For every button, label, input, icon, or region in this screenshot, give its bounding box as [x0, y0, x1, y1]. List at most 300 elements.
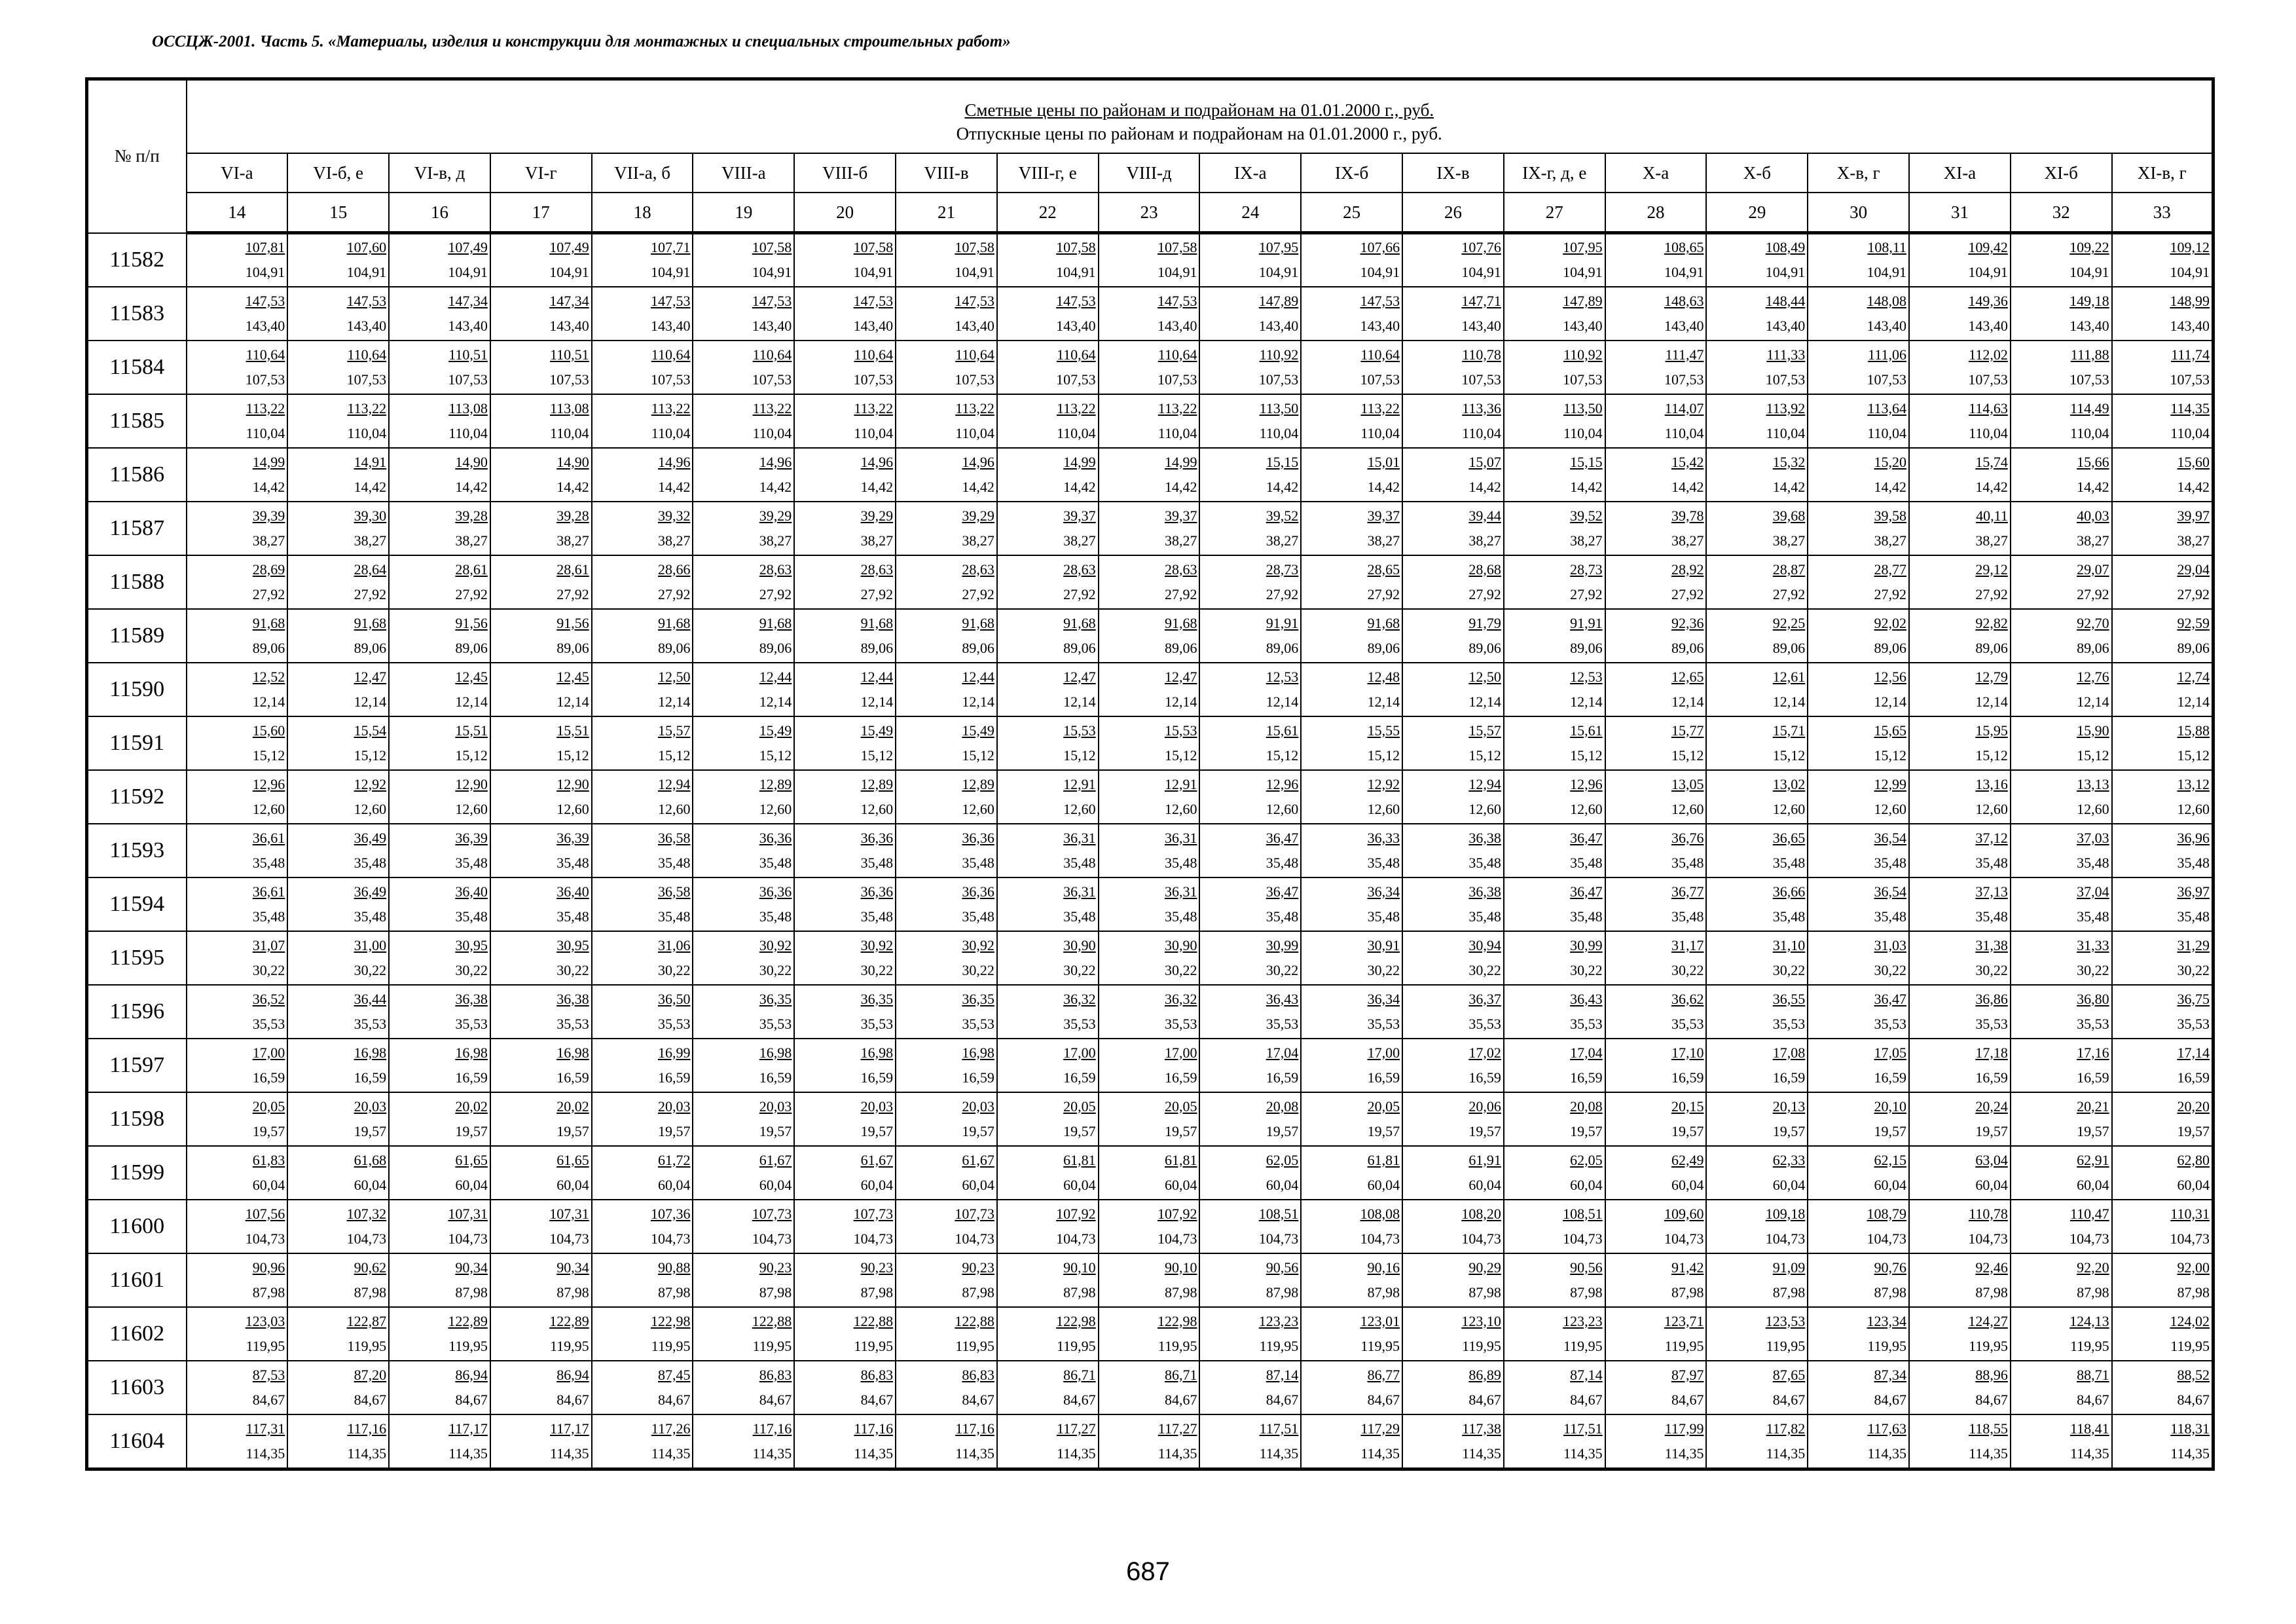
price-cell — [592, 341, 693, 394]
price-cell — [1301, 931, 1402, 985]
estimate-price: 111,33 — [1766, 346, 1806, 363]
price-cell — [1199, 1361, 1301, 1414]
price-cell — [389, 394, 490, 448]
price-cell — [490, 770, 592, 824]
column-number: 18 — [592, 193, 693, 233]
estimate-price: 17,08 — [1772, 1044, 1806, 1061]
release-price: 89,06 — [657, 639, 691, 656]
estimate-price: 91,68 — [657, 614, 691, 631]
release-price: 89,06 — [962, 639, 994, 656]
price-cell — [2112, 555, 2214, 609]
release-price: 84,67 — [1772, 1391, 1806, 1408]
estimate-price: 37,12 — [1975, 829, 2008, 846]
price-cell — [1199, 1039, 1301, 1092]
estimate-price: 107,56 — [245, 1205, 285, 1222]
estimate-price: 15,55 — [1367, 722, 1400, 739]
estimate-price: 147,53 — [1157, 292, 1197, 309]
release-price: 16,59 — [1266, 1069, 1299, 1086]
price-cell — [187, 609, 288, 663]
price-cell — [1504, 1253, 1605, 1307]
price-cell — [1301, 1039, 1402, 1092]
release-price: 19,57 — [860, 1122, 894, 1139]
price-cell — [1301, 448, 1402, 502]
release-price: 119,95 — [1056, 1337, 1096, 1354]
estimate-price: 114,49 — [2069, 399, 2109, 416]
release-price: 104,73 — [1056, 1230, 1096, 1247]
release-price: 107,53 — [245, 371, 285, 388]
price-cell — [592, 448, 693, 502]
price-cell — [1402, 824, 1504, 877]
price-cell — [1605, 1039, 1707, 1092]
estimate-price: 91,68 — [759, 614, 792, 631]
release-price: 38,27 — [1468, 532, 1501, 549]
price-cell — [794, 1200, 896, 1253]
price-cell — [389, 1146, 490, 1200]
estimate-price: 36,40 — [455, 883, 488, 900]
estimate-price: 12,45 — [455, 668, 488, 685]
price-cell — [287, 287, 389, 341]
release-price: 12,60 — [962, 800, 994, 817]
release-price: 30,22 — [556, 961, 589, 978]
estimate-price: 122,89 — [549, 1312, 589, 1329]
estimate-price: 36,58 — [657, 883, 691, 900]
price-cell — [693, 716, 794, 770]
release-price: 19,57 — [657, 1122, 691, 1139]
release-price: 15,12 — [455, 747, 488, 764]
release-price: 104,91 — [346, 264, 387, 281]
price-cell — [2112, 233, 2214, 287]
row-number: 11594 — [87, 877, 187, 931]
price-cell — [1808, 1200, 1909, 1253]
price-cell — [187, 1092, 288, 1146]
release-price: 60,04 — [1164, 1176, 1197, 1193]
release-price: 12,14 — [1874, 693, 1907, 710]
estimate-price: 87,97 — [1671, 1366, 1704, 1383]
estimate-price: 14,90 — [455, 453, 488, 470]
release-price: 89,06 — [1266, 639, 1299, 656]
estimate-price: 117,31 — [246, 1420, 285, 1437]
release-price: 87,98 — [2177, 1283, 2210, 1301]
price-cell — [1605, 287, 1707, 341]
release-price: 19,57 — [1874, 1122, 1907, 1139]
release-price: 38,27 — [455, 532, 488, 549]
estimate-price: 36,36 — [962, 829, 994, 846]
release-price: 60,04 — [1570, 1176, 1603, 1193]
price-cell — [287, 663, 389, 716]
release-price: 35,53 — [455, 1015, 488, 1032]
price-cell — [794, 341, 896, 394]
price-cell — [794, 287, 896, 341]
estimate-price: 15,88 — [2177, 722, 2210, 739]
price-cell — [1706, 1092, 1808, 1146]
estimate-price: 110,64 — [854, 346, 894, 363]
estimate-price: 87,45 — [657, 1366, 691, 1383]
price-cell — [187, 716, 288, 770]
estimate-price: 20,03 — [860, 1098, 894, 1115]
estimate-price: 110,51 — [448, 346, 488, 363]
release-price: 14,42 — [1874, 478, 1907, 495]
price-cell — [693, 341, 794, 394]
estimate-price: 147,53 — [1360, 292, 1400, 309]
release-price: 38,27 — [1772, 532, 1806, 549]
estimate-price: 117,51 — [1259, 1420, 1299, 1437]
release-price: 35,53 — [2177, 1015, 2210, 1032]
estimate-price: 86,71 — [1063, 1366, 1096, 1383]
release-price: 87,98 — [1468, 1283, 1501, 1301]
release-price: 110,04 — [955, 424, 994, 441]
release-price: 104,91 — [245, 264, 285, 281]
release-price: 12,14 — [2077, 693, 2109, 710]
column-number: 27 — [1504, 193, 1605, 233]
price-cell — [1605, 394, 1707, 448]
release-price: 84,67 — [1367, 1391, 1400, 1408]
estimate-price: 30,92 — [860, 936, 894, 953]
estimate-price: 12,99 — [1874, 775, 1907, 792]
price-table-body — [87, 79, 2214, 1469]
release-price: 30,22 — [1164, 961, 1197, 978]
release-price: 114,35 — [1563, 1445, 1603, 1462]
price-cell — [693, 1361, 794, 1414]
release-price: 30,22 — [252, 961, 285, 978]
estimate-price: 86,83 — [962, 1366, 994, 1383]
price-cell — [1301, 287, 1402, 341]
estimate-price: 36,55 — [1772, 990, 1806, 1007]
estimate-price: 110,64 — [752, 346, 792, 363]
price-cell — [490, 931, 592, 985]
estimate-price: 20,02 — [556, 1098, 589, 1115]
release-price: 87,98 — [1063, 1283, 1096, 1301]
price-cell — [1199, 770, 1301, 824]
estimate-price: 113,22 — [752, 399, 792, 416]
release-price: 35,48 — [455, 908, 488, 925]
row-number: 11598 — [87, 1092, 187, 1146]
estimate-price: 36,54 — [1874, 883, 1907, 900]
price-cell — [287, 609, 389, 663]
district-header: IX-б — [1301, 153, 1402, 193]
release-price: 14,42 — [1468, 478, 1501, 495]
estimate-price: 39,29 — [962, 507, 994, 524]
release-price: 19,57 — [1772, 1122, 1806, 1139]
price-cell — [1504, 985, 1605, 1039]
estimate-price: 29,04 — [2177, 561, 2210, 578]
release-price: 12,14 — [860, 693, 894, 710]
release-price: 110,04 — [1157, 424, 1197, 441]
estimate-price: 117,27 — [1157, 1420, 1197, 1437]
release-price: 60,04 — [1772, 1176, 1806, 1193]
estimate-price: 36,36 — [860, 829, 894, 846]
estimate-price: 31,33 — [2077, 936, 2109, 953]
release-price: 87,98 — [657, 1283, 691, 1301]
table-row — [87, 1253, 2214, 1307]
release-price: 15,12 — [860, 747, 894, 764]
estimate-price: 15,61 — [1266, 722, 1299, 739]
release-price: 84,67 — [1570, 1391, 1603, 1408]
district-header: VIII-а — [693, 153, 794, 193]
release-price: 14,42 — [455, 478, 488, 495]
estimate-price: 28,73 — [1266, 561, 1299, 578]
estimate-price: 30,94 — [1468, 936, 1501, 953]
estimate-price: 108,51 — [1563, 1205, 1603, 1222]
release-price: 12,14 — [759, 693, 792, 710]
estimate-price: 91,56 — [556, 614, 589, 631]
estimate-price: 91,91 — [1266, 614, 1299, 631]
price-cell — [997, 663, 1099, 716]
estimate-price: 16,98 — [354, 1044, 387, 1061]
price-cell — [896, 609, 997, 663]
district-header: VI-а — [187, 153, 288, 193]
release-price: 107,53 — [1461, 371, 1501, 388]
release-price: 104,91 — [853, 264, 894, 281]
estimate-price: 29,12 — [1975, 561, 2008, 578]
price-cell — [287, 931, 389, 985]
table-row — [87, 287, 2214, 341]
release-price: 119,95 — [246, 1337, 285, 1354]
price-cell — [1706, 341, 1808, 394]
estimate-price: 36,47 — [1266, 883, 1299, 900]
price-cell — [1199, 609, 1301, 663]
estimate-price: 87,53 — [252, 1366, 285, 1383]
estimate-price: 90,10 — [1063, 1259, 1096, 1276]
release-price: 87,98 — [1367, 1283, 1400, 1301]
price-cell — [1706, 1039, 1808, 1092]
price-cell — [592, 716, 693, 770]
release-price: 14,42 — [1671, 478, 1704, 495]
release-price: 110,04 — [1766, 424, 1806, 441]
price-cell — [1504, 609, 1605, 663]
price-cell — [1808, 287, 1909, 341]
price-cell — [1909, 877, 2011, 931]
price-cell — [896, 341, 997, 394]
estimate-price: 90,88 — [657, 1259, 691, 1276]
estimate-price: 147,34 — [448, 292, 488, 309]
price-cell — [1605, 233, 1707, 287]
release-price: 16,59 — [1975, 1069, 2008, 1086]
release-price: 143,40 — [1157, 317, 1197, 334]
column-number: 16 — [389, 193, 490, 233]
table-row — [87, 1146, 2214, 1200]
estimate-price: 12,61 — [1772, 668, 1806, 685]
estimate-price: 15,51 — [556, 722, 589, 739]
price-cell — [187, 1146, 288, 1200]
price-cell — [1301, 824, 1402, 877]
estimate-price: 87,14 — [1266, 1366, 1299, 1383]
price-cell — [1605, 609, 1707, 663]
price-cell — [1909, 770, 2011, 824]
estimate-price: 91,68 — [252, 614, 285, 631]
release-price: 110,04 — [854, 424, 894, 441]
price-cell — [1099, 1307, 1200, 1361]
release-price: 84,67 — [1266, 1391, 1299, 1408]
estimate-price: 36,62 — [1671, 990, 1704, 1007]
estimate-price: 39,39 — [252, 507, 285, 524]
price-cell — [1099, 1039, 1200, 1092]
estimate-price: 62,80 — [2177, 1151, 2210, 1168]
estimate-price: 36,86 — [1975, 990, 2008, 1007]
estimate-price: 110,78 — [1462, 346, 1501, 363]
price-cell — [2112, 448, 2214, 502]
estimate-price: 15,65 — [1874, 722, 1907, 739]
price-cell — [1504, 502, 1605, 555]
price-cell — [1909, 1361, 2011, 1414]
estimate-price: 14,99 — [1164, 453, 1197, 470]
price-cell — [389, 877, 490, 931]
release-price: 12,60 — [455, 800, 488, 817]
release-price: 143,40 — [346, 317, 387, 334]
price-cell — [389, 1200, 490, 1253]
release-price: 104,73 — [1563, 1230, 1603, 1247]
release-price: 38,27 — [1164, 532, 1197, 549]
release-price: 19,57 — [1468, 1122, 1501, 1139]
estimate-price: 31,00 — [354, 936, 387, 953]
estimate-price: 117,51 — [1563, 1420, 1603, 1437]
estimate-price: 91,68 — [1164, 614, 1197, 631]
release-price: 15,12 — [354, 747, 387, 764]
release-price: 35,48 — [1570, 908, 1603, 925]
number-column-header: № п/п — [87, 79, 187, 233]
release-price: 12,14 — [2177, 693, 2210, 710]
release-price: 16,59 — [1671, 1069, 1704, 1086]
estimate-price: 107,81 — [245, 239, 285, 256]
release-price: 107,53 — [752, 371, 792, 388]
price-cell — [1605, 985, 1707, 1039]
price-cell — [1605, 663, 1707, 716]
release-price: 19,57 — [252, 1122, 285, 1139]
release-price: 12,60 — [1975, 800, 2008, 817]
price-cell — [287, 1146, 389, 1200]
price-cell — [693, 1200, 794, 1253]
estimate-price: 36,76 — [1671, 829, 1704, 846]
estimate-price: 12,94 — [657, 775, 691, 792]
release-price: 107,53 — [448, 371, 488, 388]
estimate-price: 110,64 — [347, 346, 387, 363]
release-price: 35,53 — [962, 1015, 994, 1032]
release-price: 30,22 — [1772, 961, 1806, 978]
estimate-price: 12,92 — [1367, 775, 1400, 792]
release-price: 119,95 — [2170, 1337, 2210, 1354]
estimate-price: 13,13 — [2077, 775, 2109, 792]
release-price: 110,04 — [1664, 424, 1704, 441]
release-price: 143,40 — [752, 317, 792, 334]
price-cell — [592, 1414, 693, 1469]
release-price: 110,04 — [347, 424, 387, 441]
price-cell — [1402, 555, 1504, 609]
release-price: 104,91 — [1968, 264, 2008, 281]
release-price: 14,42 — [354, 478, 387, 495]
column-number: 22 — [997, 193, 1099, 233]
estimate-price: 91,68 — [962, 614, 994, 631]
price-cell — [997, 1039, 1099, 1092]
estimate-price: 147,53 — [245, 292, 285, 309]
release-price: 60,04 — [657, 1176, 691, 1193]
price-cell — [794, 555, 896, 609]
price-cell — [794, 985, 896, 1039]
price-cell — [1706, 1200, 1808, 1253]
column-number: 31 — [1909, 193, 2011, 233]
price-cell — [2112, 877, 2214, 931]
price-cell — [2011, 931, 2112, 985]
release-price: 38,27 — [1266, 532, 1299, 549]
release-price: 84,67 — [1975, 1391, 2008, 1408]
estimate-price: 111,74 — [2171, 346, 2210, 363]
release-price: 30,22 — [354, 961, 387, 978]
release-price: 35,48 — [1570, 854, 1603, 871]
release-price: 14,42 — [2077, 478, 2109, 495]
price-cell — [2011, 287, 2112, 341]
estimate-price: 147,34 — [549, 292, 589, 309]
estimate-price: 36,35 — [759, 990, 792, 1007]
release-price: 107,53 — [1765, 371, 1806, 388]
release-price: 14,42 — [657, 478, 691, 495]
estimate-price: 147,53 — [346, 292, 387, 309]
estimate-price: 16,98 — [962, 1044, 994, 1061]
estimate-price: 148,08 — [1867, 292, 1907, 309]
release-price: 84,67 — [1164, 1391, 1197, 1408]
price-cell — [287, 448, 389, 502]
estimate-price: 107,58 — [1157, 239, 1197, 256]
estimate-price: 31,03 — [1874, 936, 1907, 953]
release-price: 35,48 — [556, 908, 589, 925]
release-price: 84,67 — [759, 1391, 792, 1408]
estimate-price: 123,03 — [245, 1312, 285, 1329]
price-cell — [997, 1200, 1099, 1253]
estimate-price: 109,12 — [2170, 239, 2210, 256]
price-cell — [1605, 877, 1707, 931]
release-price: 19,57 — [1266, 1122, 1299, 1139]
estimate-price: 17,00 — [1063, 1044, 1096, 1061]
price-cell — [896, 1200, 997, 1253]
price-cell — [389, 985, 490, 1039]
estimate-price: 123,34 — [1867, 1312, 1907, 1329]
estimate-price: 39,97 — [2177, 507, 2210, 524]
price-cell — [490, 716, 592, 770]
column-number-row — [87, 193, 2214, 233]
estimate-price: 12,89 — [962, 775, 994, 792]
price-cell — [1605, 555, 1707, 609]
estimate-price: 90,34 — [556, 1259, 589, 1276]
estimate-price: 147,71 — [1461, 292, 1501, 309]
price-cell — [592, 1253, 693, 1307]
estimate-price: 91,91 — [1570, 614, 1603, 631]
estimate-price: 107,92 — [1056, 1205, 1096, 1222]
price-cell — [389, 1414, 490, 1469]
price-cell — [592, 1039, 693, 1092]
estimate-price: 20,20 — [2177, 1098, 2210, 1115]
release-price: 60,04 — [1874, 1176, 1907, 1193]
estimate-price: 30,90 — [1164, 936, 1197, 953]
district-header: X-а — [1605, 153, 1707, 193]
price-cell — [2112, 502, 2214, 555]
release-price: 14,42 — [252, 478, 285, 495]
price-cell — [896, 555, 997, 609]
price-cell — [1301, 716, 1402, 770]
estimate-price: 90,23 — [759, 1259, 792, 1276]
price-cell — [1099, 663, 1200, 716]
price-cell — [1099, 502, 1200, 555]
estimate-price: 20,03 — [657, 1098, 691, 1115]
release-price: 89,06 — [556, 639, 589, 656]
price-cell — [997, 341, 1099, 394]
release-price: 143,40 — [1968, 317, 2008, 334]
estimate-price: 20,06 — [1468, 1098, 1501, 1115]
price-cell — [2112, 1253, 2214, 1307]
estimate-price: 36,47 — [1570, 883, 1603, 900]
district-header: VIII-д — [1099, 153, 1200, 193]
release-price: 35,53 — [1772, 1015, 1806, 1032]
release-price: 84,67 — [1468, 1391, 1501, 1408]
estimate-price: 86,71 — [1164, 1366, 1197, 1383]
estimate-price: 124,02 — [2170, 1312, 2210, 1329]
estimate-price: 91,68 — [860, 614, 894, 631]
